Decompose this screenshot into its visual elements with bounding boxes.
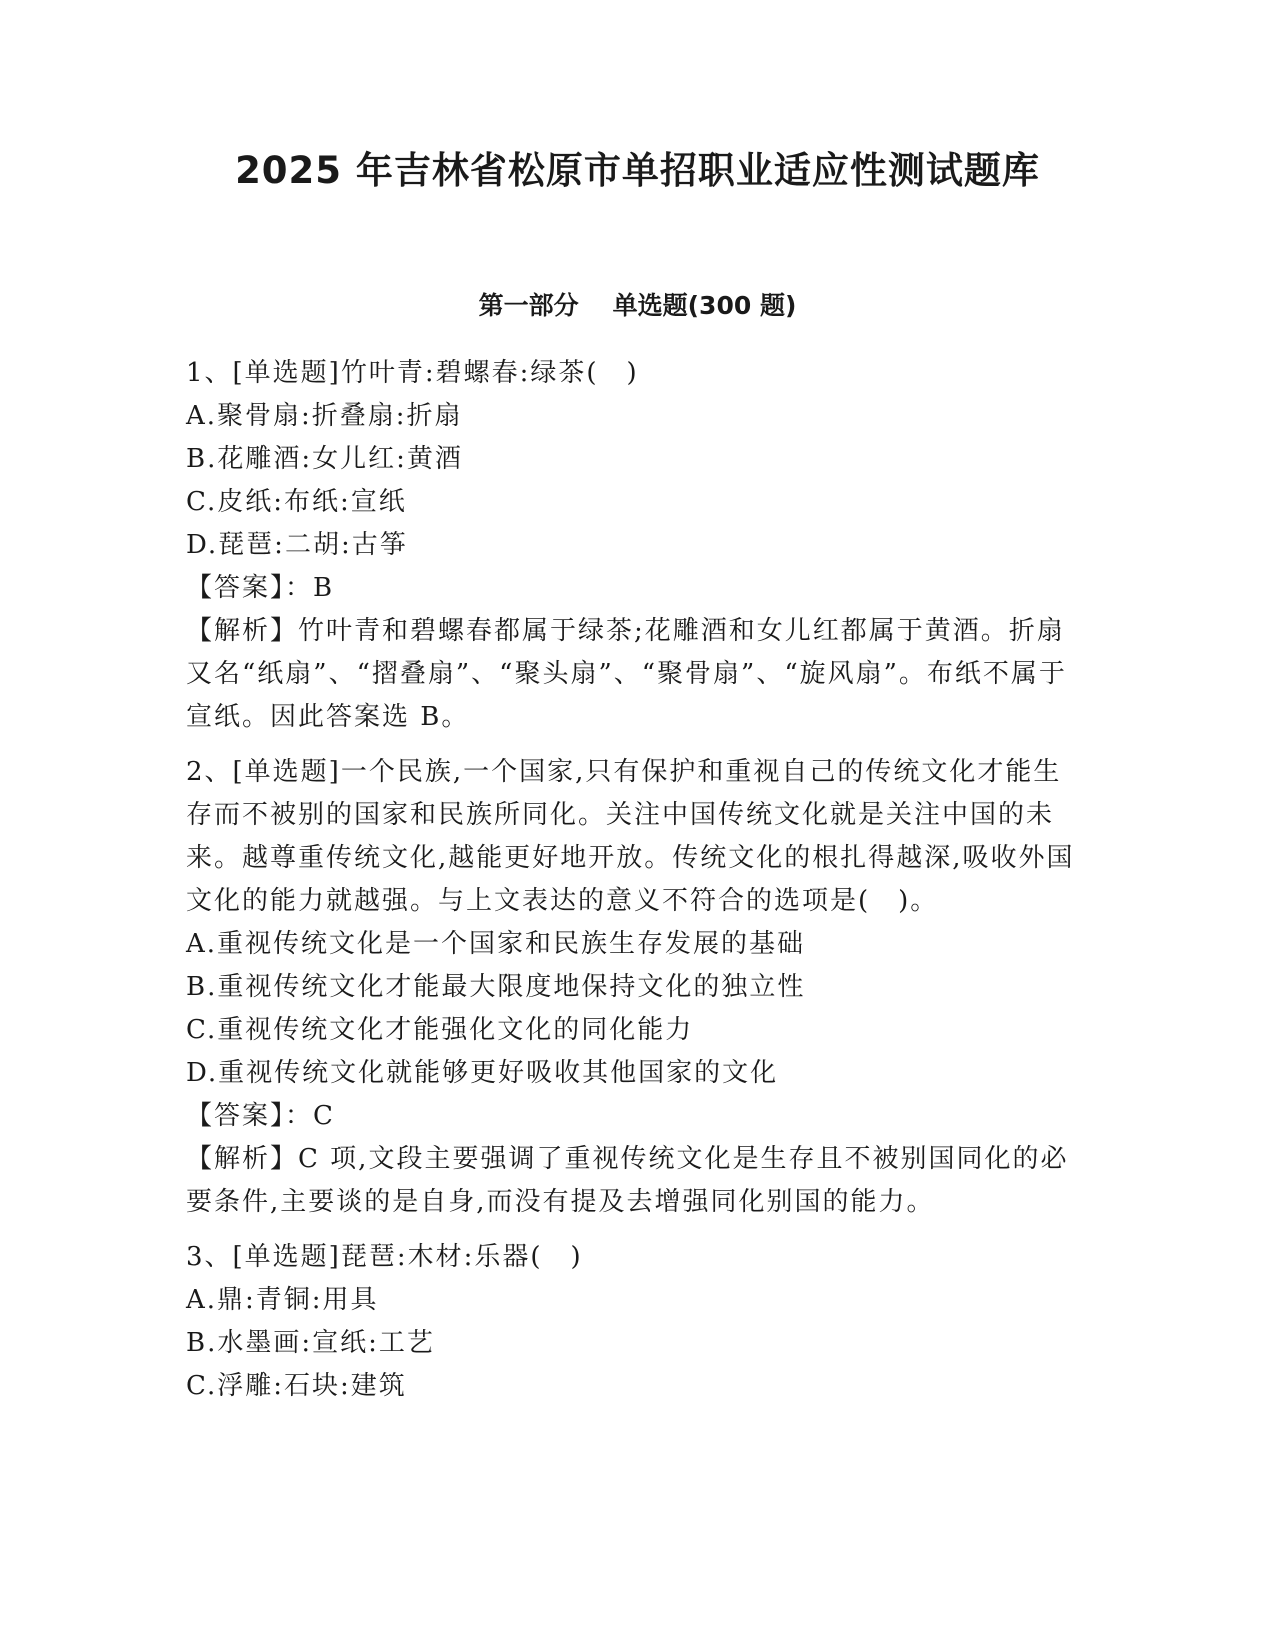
analysis-text: C 项,文段主要强调了重视传统文化是生存且不被别国同化的必要条件,主要谈的是自身,而没有提及去增强同化别国的能力。 (186, 1144, 1069, 1217)
document-title: 2025 年吉林省松原市单招职业适应性测试题库 (235, 149, 1040, 192)
section-part: 第一部分 (478, 291, 579, 320)
answer-value: B (313, 573, 335, 603)
analysis-line (186, 1138, 1081, 1224)
answer-label: 【答案】： (186, 1101, 314, 1131)
section-heading (0, 288, 1275, 324)
option-a: A.重视传统文化是一个国家和民族生存发展的基础 (186, 929, 806, 959)
answer-line (186, 567, 1081, 610)
analysis-label: 【解析】 (186, 616, 299, 646)
option-a: A.鼎:青铜:用具 (186, 1285, 379, 1315)
option-c: C.浮雕:石块:建筑 (186, 1371, 407, 1401)
option-b: B.水墨画:宣纸:工艺 (186, 1328, 435, 1358)
question-list (186, 352, 1081, 1420)
analysis-label: 【解析】 (186, 1144, 299, 1174)
question-2 (186, 751, 1081, 1224)
answer-line (186, 1095, 1081, 1138)
option-b: B.花雕酒:女儿红:黄酒 (186, 444, 463, 474)
option-a: A.聚骨扇:折叠扇:折扇 (186, 401, 463, 431)
analysis-line (186, 610, 1081, 739)
analysis-text: 竹叶青和碧螺春都属于绿茶;花雕酒和女儿红都属于黄酒。折扇又名“纸扇”、“摺叠扇”、“聚头扇”、“聚骨扇”、“旋风扇”。布纸不属于宣纸。因此答案选 B。 (186, 616, 1067, 732)
option-d: D.琵琶:二胡:古筝 (186, 530, 408, 560)
question-stem: 3、[单选题]琵琶:木材:乐器( ) (186, 1242, 583, 1272)
question-stem: 2、[单选题]一个民族,一个国家,只有保护和重视自己的传统文化才能生存而不被别的国家和民族所同化。关注中国传统文化就是关注中国的未来。越尊重传统文化,越能更好地开放。传统文化的根扎得越深,吸收外国文化的能力就越强。与上文表达的意义不符合的选项是( )。 (186, 757, 1075, 916)
question-stem: 1、[单选题]竹叶青:碧螺春:绿茶( ) (186, 358, 639, 388)
section-name: 单选题(300 题) (612, 291, 797, 320)
option-c: C.皮纸:布纸:宣纸 (186, 487, 407, 517)
option-b: B.重视传统文化才能最大限度地保持文化的独立性 (186, 972, 806, 1002)
option-c: C.重视传统文化才能强化文化的同化能力 (186, 1015, 694, 1045)
question-3 (186, 1236, 1081, 1408)
answer-value: C (313, 1101, 335, 1131)
question-1 (186, 352, 1081, 739)
answer-label: 【答案】： (186, 573, 314, 603)
option-d: D.重视传统文化就能够更好吸收其他国家的文化 (186, 1058, 779, 1088)
